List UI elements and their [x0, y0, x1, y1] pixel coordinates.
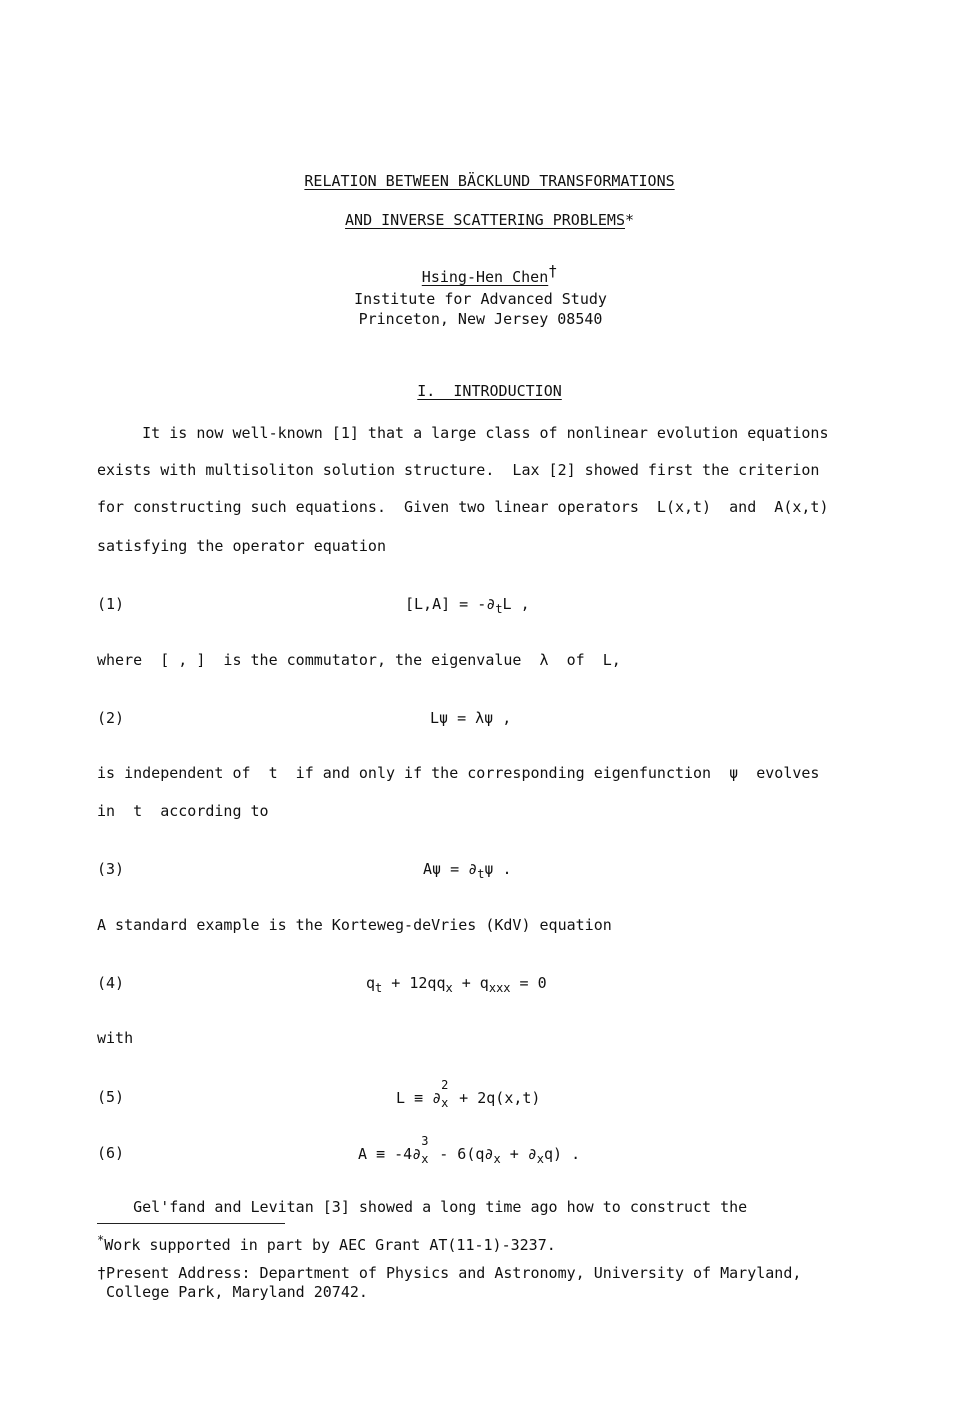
equation-number-5: (5): [97, 1088, 125, 1106]
equation-number-4: (4): [97, 974, 125, 992]
section-heading-text: I. INTRODUCTION: [417, 382, 562, 400]
title-line-1: [0, 159, 961, 189]
body-line: with: [97, 1029, 134, 1047]
footnote-1: [97, 1233, 556, 1254]
footnote-2-line-1: †Present Address: Department of Physics and Astronomy, University of Maryland,: [97, 1264, 802, 1282]
equation-number-2: (2): [97, 709, 125, 727]
equation-number-1: (1): [97, 595, 125, 613]
body-line: satisfying the operator equation: [97, 537, 386, 555]
footnote-1-mark: *: [97, 1233, 105, 1247]
equation-1: $[L,A] = -\partial_tL$ ,: [405, 595, 530, 616]
equation-2: Lψ = λψ ,: [430, 709, 512, 727]
author-line: [0, 255, 961, 285]
body-line: is independent of t if and only if the corresponding eigenfunction ψ evolves: [97, 764, 820, 782]
body-line: A standard example is the Korteweg-deVries (KdV) equation: [97, 916, 612, 934]
equation-3: $A\psi = \partial_t\psi$ .: [423, 860, 512, 881]
body-line: for constructing such equations. Given two linear operators L(x,t) and A(x,t): [97, 498, 829, 516]
body-line: exists with multisoliton solution structure. Lax [2] showed first the criterion: [97, 461, 820, 479]
footnote-2-line-2: College Park, Maryland 20742.: [97, 1283, 368, 1301]
body-line: in t according to: [97, 802, 269, 820]
title-footnote-mark: *: [625, 211, 635, 229]
footnote-1-text: Work supported in part by AEC Grant AT(11-1)-3237.: [104, 1236, 556, 1254]
equation-4: $q_t + 12qq_x + q_{xxx} = 0$: [366, 974, 547, 995]
footnote-rule: [97, 1223, 285, 1224]
section-heading: [0, 369, 961, 399]
body-line: where [ , ] is the commutator, the eigenvalue λ of L,: [97, 651, 621, 669]
body-line: It is now well-known [1] that a large class of nonlinear evolution equations: [97, 424, 829, 442]
equation-5: L ≡ ∂ 2 x + 2q(x,t): [396, 1078, 541, 1110]
title-line-2: [0, 198, 961, 228]
author-name: Hsing-Hen Chen: [421, 268, 549, 286]
equation-number-3: (3): [97, 860, 125, 878]
equation-6: A ≡ -4∂ 3 x - $6(q\partial_x + \partial_xq)$ .: [358, 1134, 581, 1166]
title-text-2: AND INVERSE SCATTERING PROBLEMS: [345, 211, 625, 229]
affiliation-line-2: Princeton, New Jersey 08540: [358, 310, 603, 328]
body-line: Gel'fand and Levitan [3] showed a long time ago how to construct the: [97, 1198, 748, 1216]
affiliation-line-1: Institute for Advanced Study: [354, 290, 607, 308]
equation-number-6: (6): [97, 1144, 125, 1162]
author-footnote-mark: †: [548, 262, 558, 280]
title-text-1: RELATION BETWEEN BÄCKLUND TRANSFORMATIONS: [304, 172, 675, 190]
